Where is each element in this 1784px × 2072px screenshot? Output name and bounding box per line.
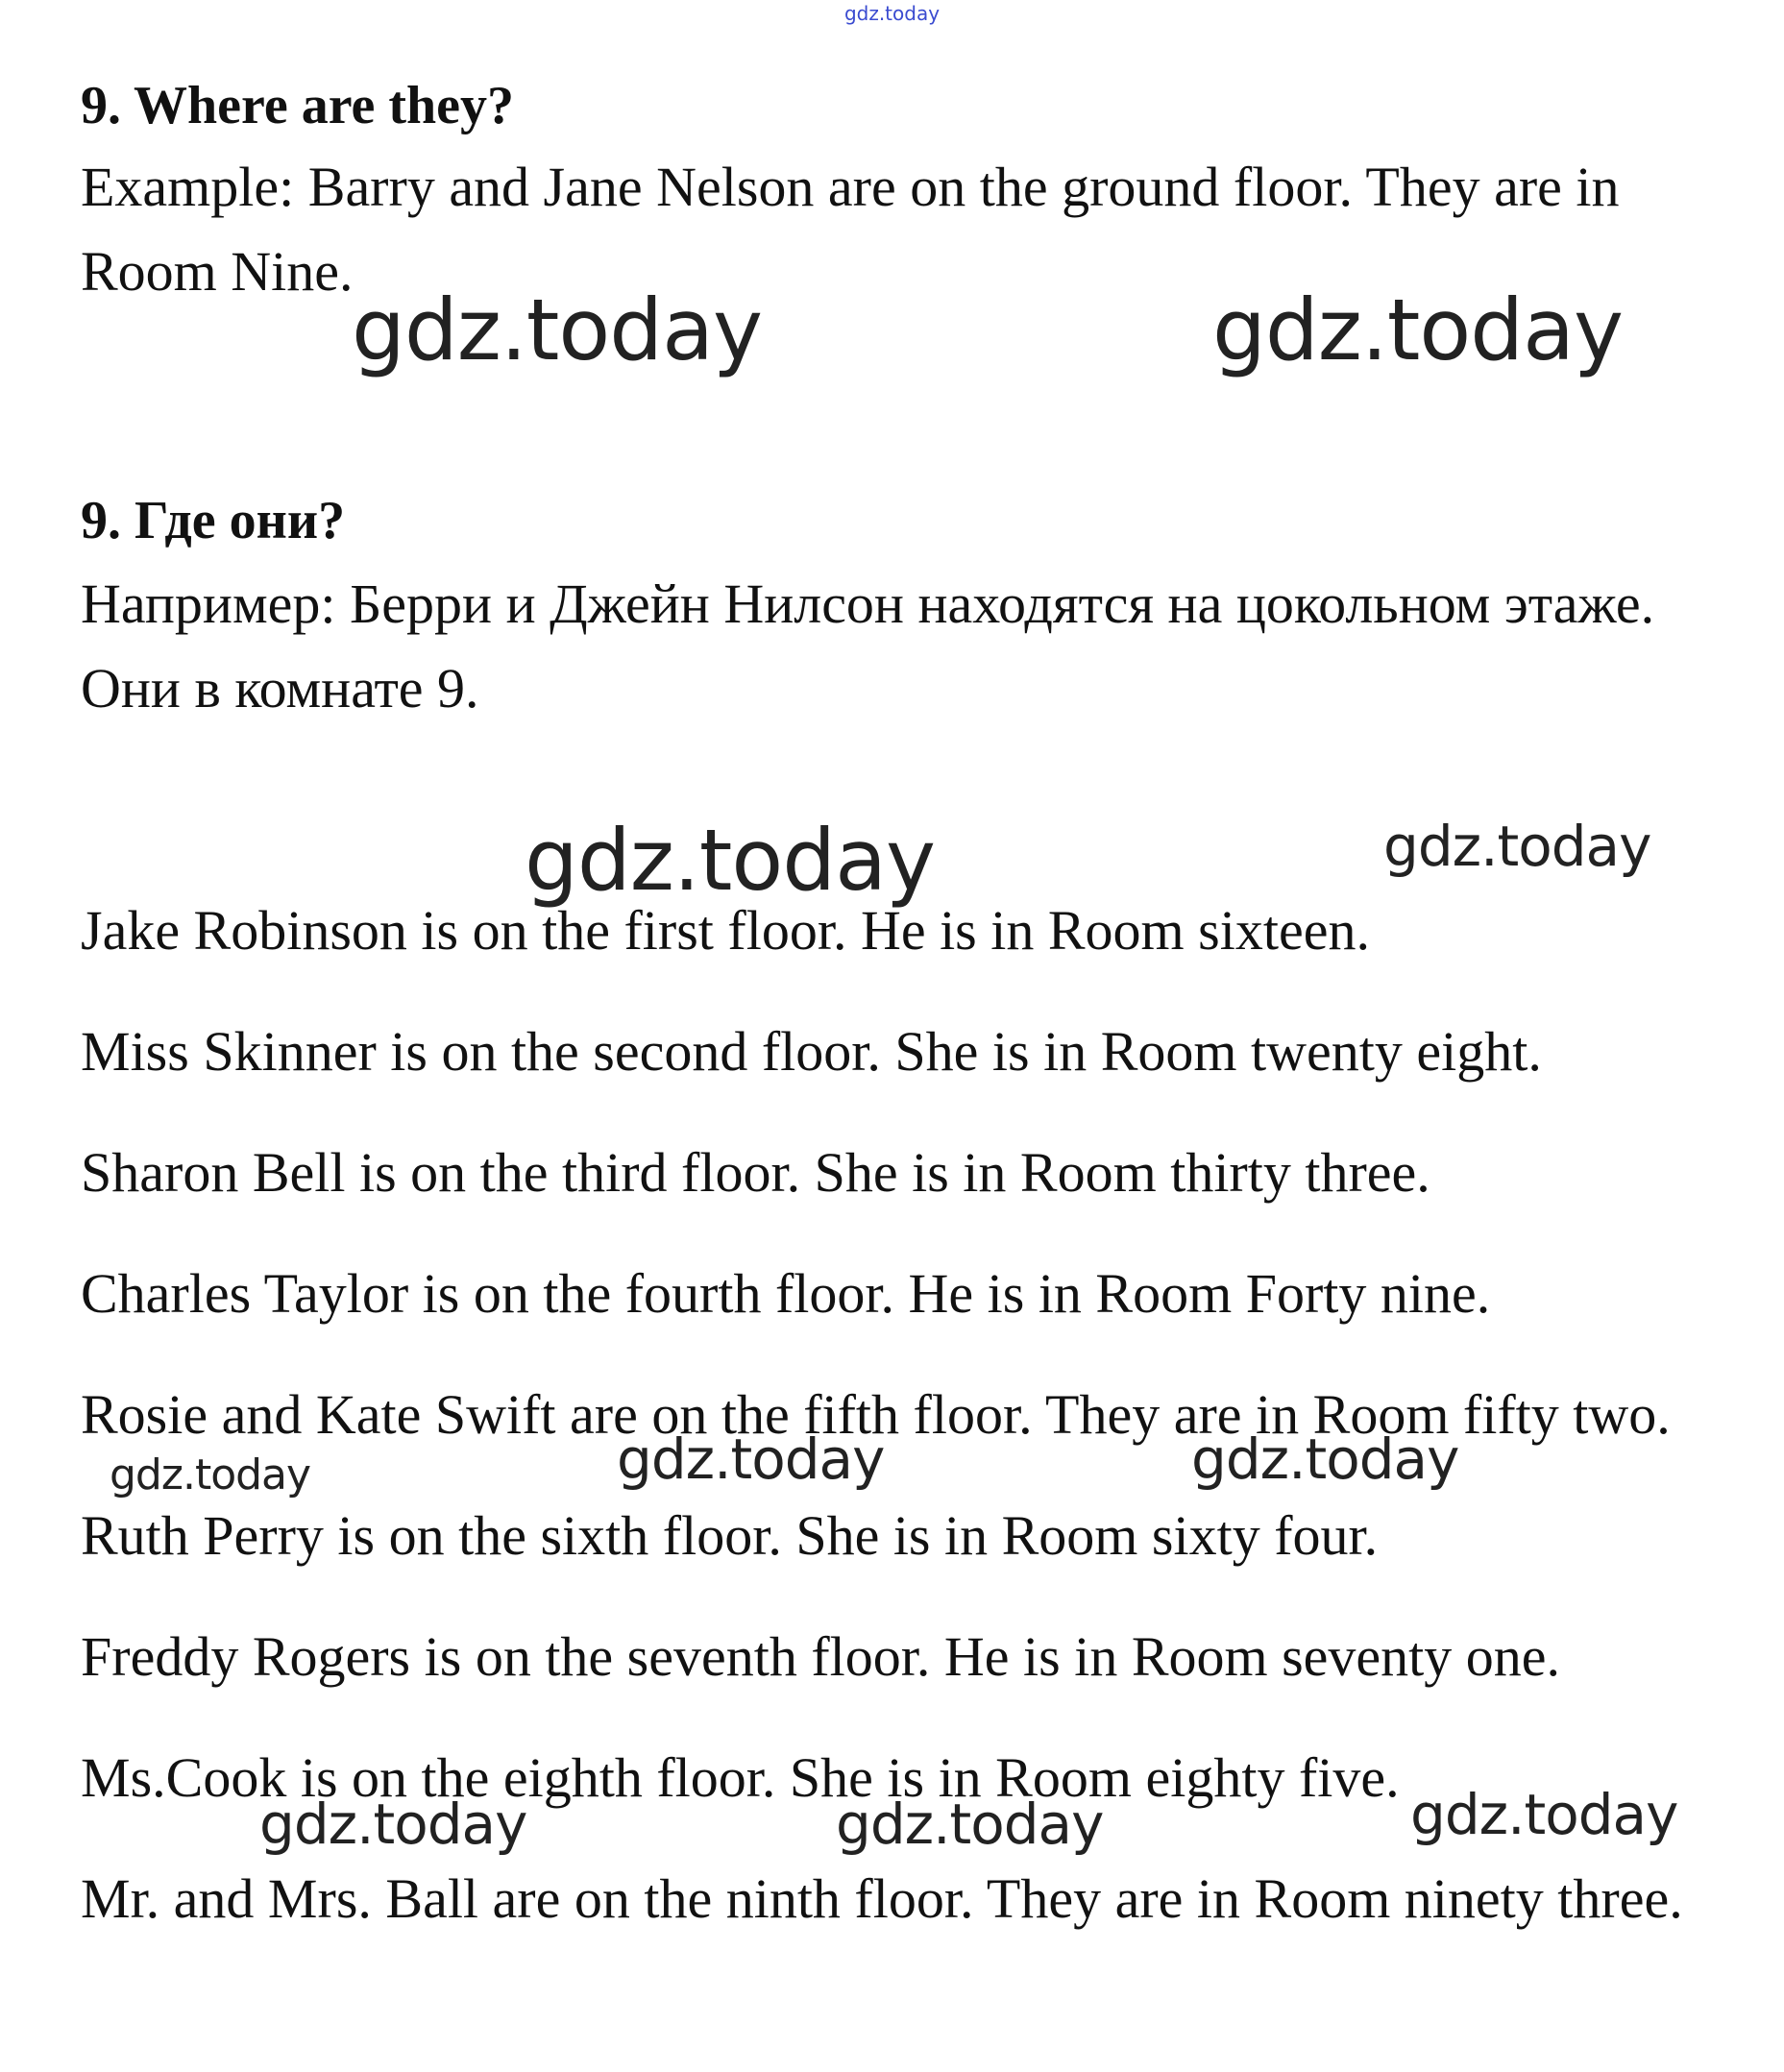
top-watermark: gdz.today [843,2,941,25]
english-heading: 9. Where are they? [81,76,515,135]
watermark: gdz.today [525,811,936,910]
watermark: gdz.today [110,1450,311,1499]
watermark: gdz.today [1212,280,1624,379]
watermark: gdz.today [617,1426,885,1492]
answer-line-6: Ruth Perry is on the sixth floor. She is in Room sixty four. [81,1504,1379,1567]
watermark: gdz.today [259,1792,527,1857]
russian-heading: 9. Где они? [81,491,346,550]
answer-line-9: Mr. and Mrs. Ball are on the ninth floor. They are in Room ninety three. [81,1867,1683,1930]
answer-line-8: Ms.Cook is on the eighth floor. She is in Room eighty five. [81,1746,1400,1809]
russian-example-line-1: Например: Берри и Джейн Нилсон находятся на цокольном этаже. [81,573,1655,635]
watermark: gdz.today [1191,1426,1459,1492]
answer-line-1: Jake Robinson is on the first floor. He is in Room sixteen. [81,899,1370,962]
answer-line-7: Freddy Rogers is on the seventh floor. He is in Room seventy one. [81,1625,1561,1688]
answer-line-2: Miss Skinner is on the second floor. She is in Room twenty eight. [81,1020,1542,1083]
russian-example-line-2: Они в комнате 9. [81,657,479,719]
answer-line-5: Rosie and Kate Swift are on the fifth floor. They are in Room fifty two. [81,1383,1671,1446]
watermark: gdz.today [836,1792,1104,1857]
answer-line-4: Charles Taylor is on the fourth floor. He is in Room Forty nine. [81,1262,1491,1325]
watermark: gdz.today [1383,814,1651,879]
watermark: gdz.today [352,280,763,379]
english-example-line-2: Room Nine. [81,240,354,303]
watermark: gdz.today [1410,1782,1678,1847]
answer-line-3: Sharon Bell is on the third floor. She is in Room thirty three. [81,1141,1430,1204]
english-example-line-1: Example: Barry and Jane Nelson are on the ground floor. They are in [81,156,1620,218]
